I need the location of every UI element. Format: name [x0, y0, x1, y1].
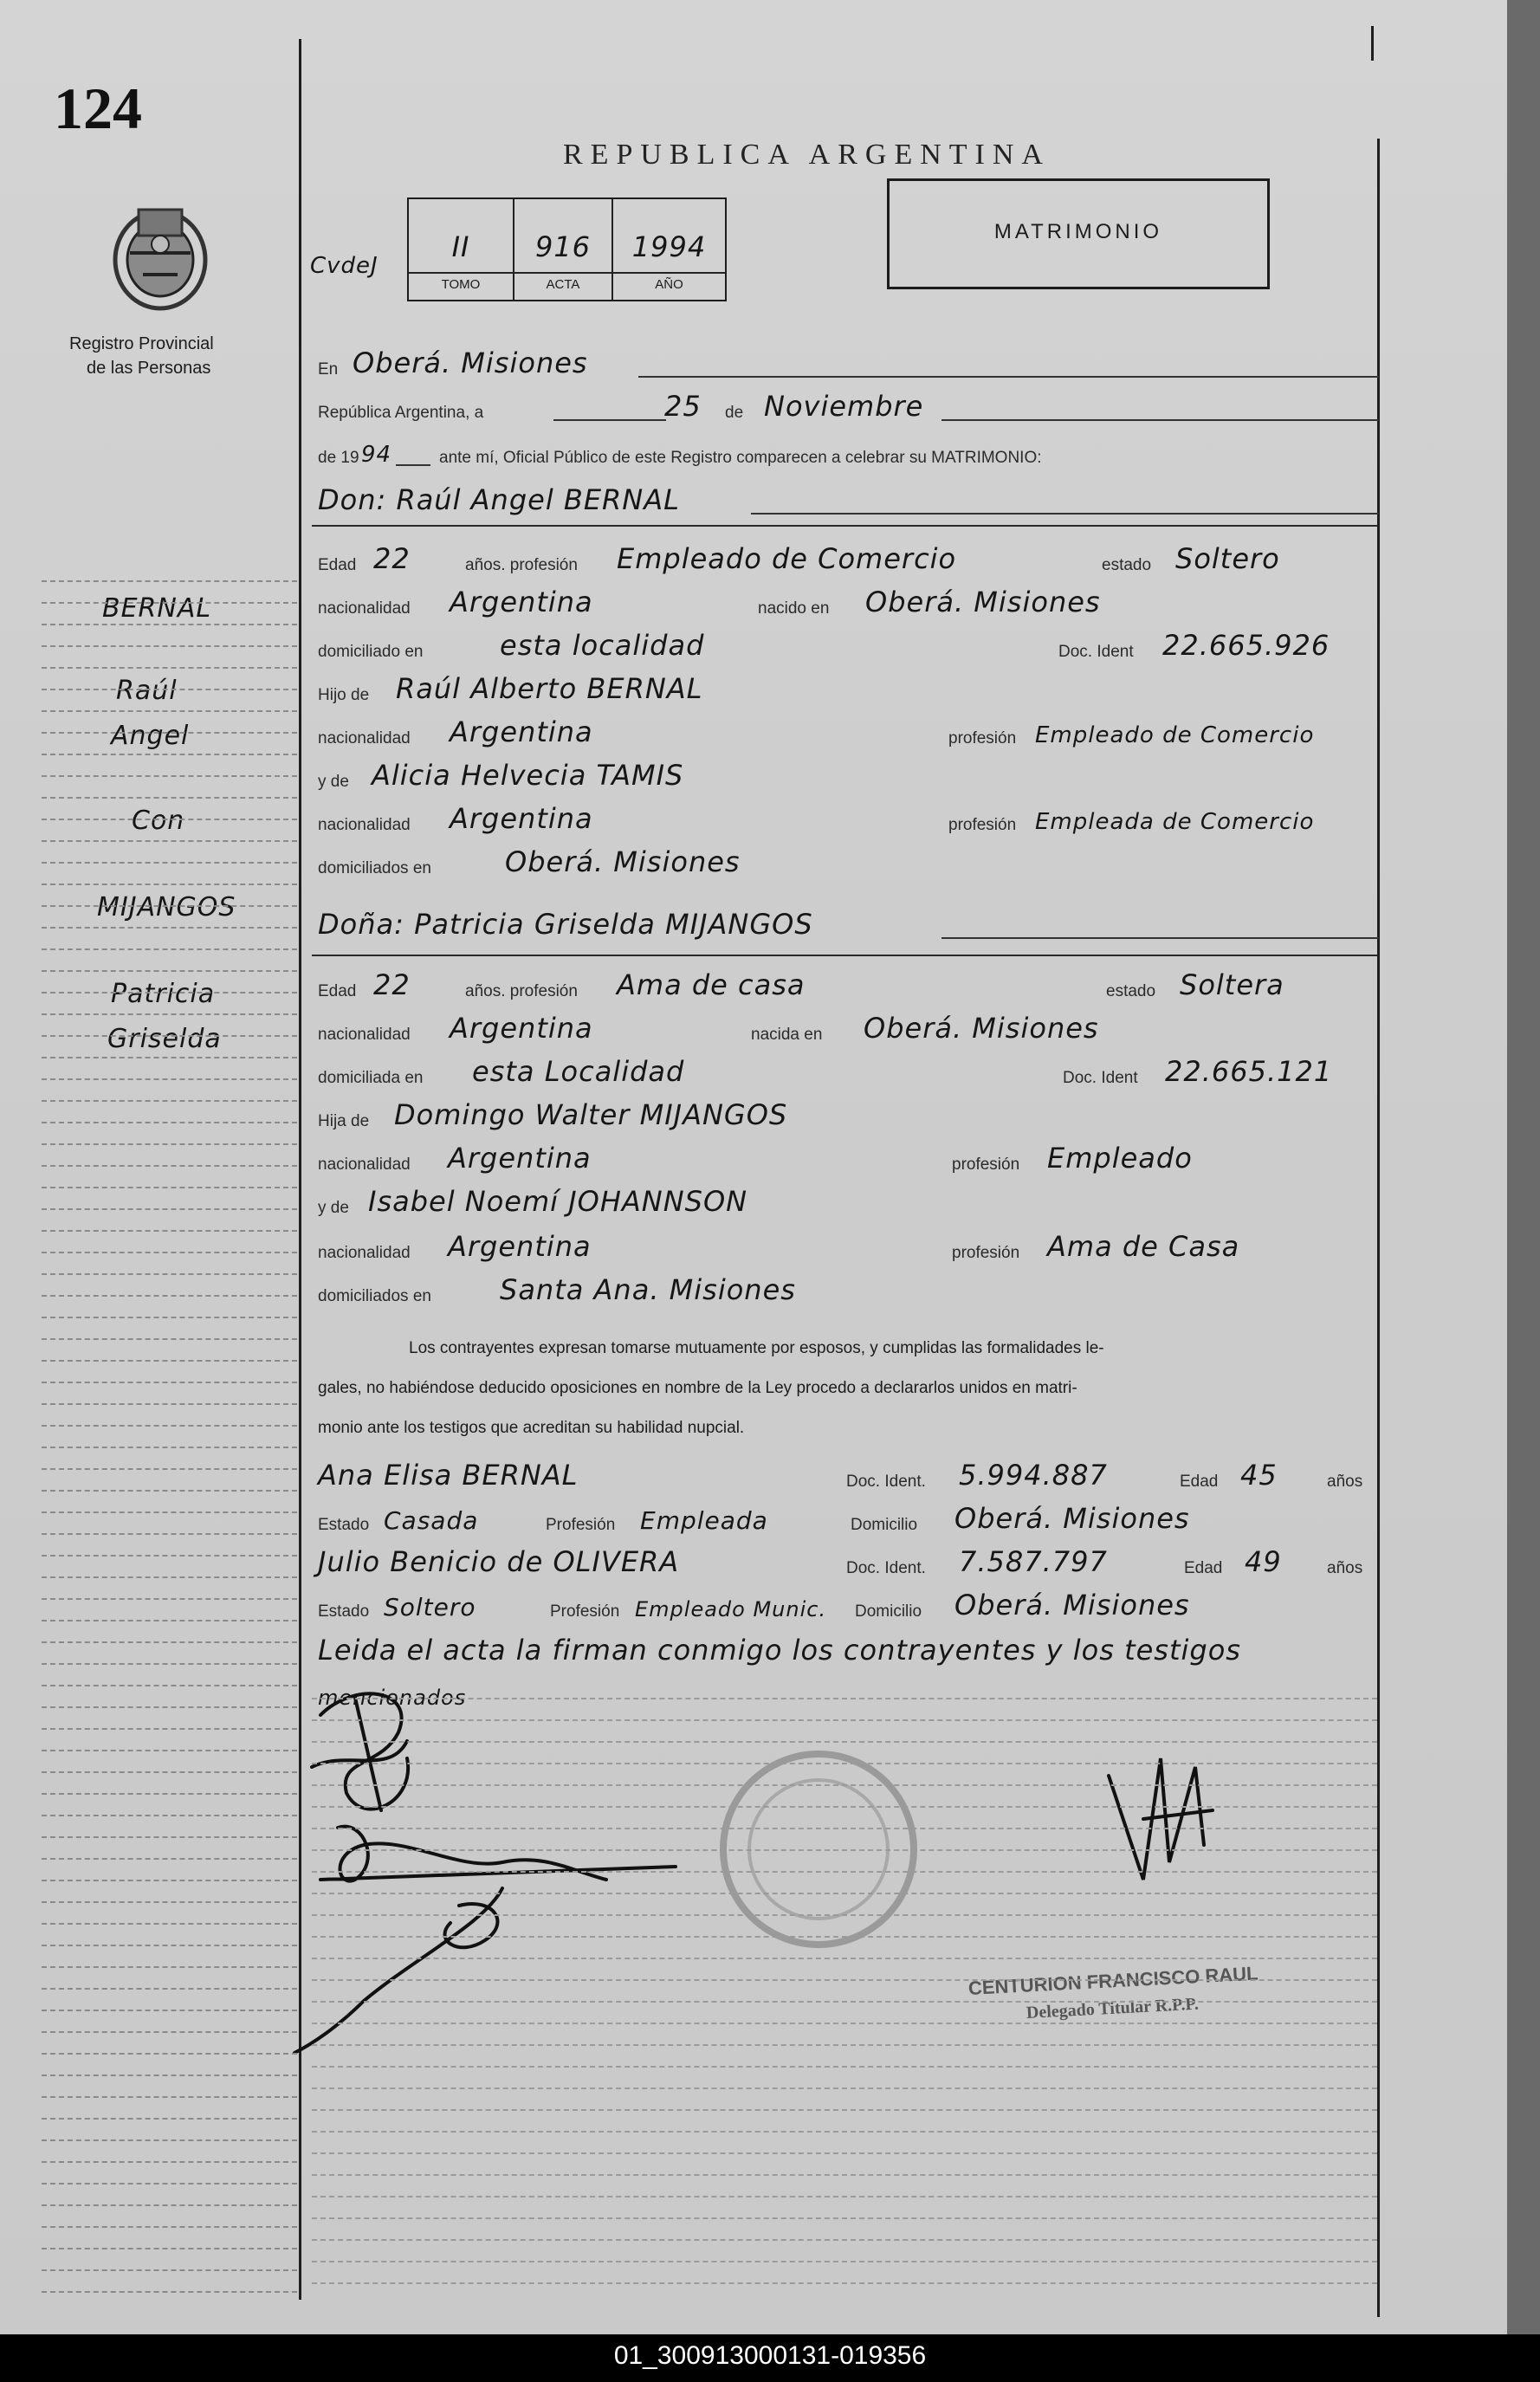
- margin-name: MIJANGOS: [97, 892, 236, 922]
- margin-rule: [42, 970, 297, 972]
- declaration-line: gales, no habiéndose deducido oposiciones en nombre de la Ley procedo a declararlos unidos en matri-: [318, 1379, 1077, 1397]
- declaration-text: [318, 1329, 1375, 1448]
- ceremony-day: 25: [664, 390, 702, 423]
- margin-rule: [42, 2075, 297, 2076]
- margin-rule: [42, 840, 297, 842]
- margin-rule: [42, 2269, 297, 2271]
- margin-name: Griselda: [107, 1024, 222, 1054]
- nacionalidad-label: nacionalidad: [318, 1155, 411, 1174]
- nacida-label: nacida en: [751, 1026, 823, 1044]
- groom-age-row: [318, 535, 1379, 580]
- ano-label: AÑO: [655, 277, 683, 292]
- domicilio-label: Domicilio: [855, 1602, 922, 1621]
- republica-label: República Argentina, a: [318, 404, 484, 422]
- anos-label: años. profesión: [465, 556, 578, 574]
- groom-mother-nationality: Argentina: [450, 802, 593, 835]
- ano-value: 1994: [631, 230, 707, 263]
- ceremony-place: Oberá. Misiones: [353, 346, 588, 379]
- groom-mother-nat-row: [318, 795, 1379, 840]
- signature-rule: [312, 1958, 1377, 1959]
- groom-father-profession: Empleado de Comercio: [1035, 722, 1315, 748]
- margin-name: Patricia: [111, 979, 216, 1009]
- margin-rule: [42, 2291, 297, 2293]
- witness-doc: 7.587.797: [959, 1545, 1108, 1578]
- domiciliados-label: domiciliados en: [318, 1287, 431, 1305]
- margin-rule: [42, 1143, 297, 1145]
- groom-domicile: esta localidad: [500, 629, 705, 662]
- signature-rule: [312, 1698, 1377, 1699]
- groom-father-row: [318, 665, 1379, 710]
- signature-rule: [312, 2066, 1377, 2068]
- margin-name: Raúl: [116, 676, 178, 706]
- intro-place-row: [318, 340, 1379, 385]
- groom-name-row: [318, 476, 1379, 521]
- signature-rule: [312, 2282, 1377, 2284]
- margin-rule: [42, 819, 297, 820]
- groom-mother: Alicia Helvecia TAMIS: [372, 759, 684, 792]
- witness-2-row: [318, 1538, 1379, 1583]
- year-suffix: 94: [361, 442, 392, 468]
- groom-nationality: Argentina: [450, 586, 593, 618]
- margin-rule: [42, 862, 297, 864]
- witness-1-details-row: [318, 1495, 1379, 1540]
- margin-rule: [42, 948, 297, 950]
- anos-label: años: [1327, 1559, 1363, 1577]
- groom-parents-domicile-row: [318, 838, 1379, 884]
- bride-birthplace: Oberá. Misiones: [864, 1012, 1099, 1045]
- groom-father-nat-row: [318, 709, 1379, 754]
- margin-rule: [42, 1252, 297, 1253]
- margin-rule: [42, 1836, 297, 1838]
- groom-doc: 22.665.926: [1162, 629, 1330, 662]
- signature-rule: [312, 2196, 1377, 2198]
- margin-rule: [42, 1641, 297, 1643]
- coat-of-arms-emblem: [104, 192, 217, 314]
- margin-rule: [42, 2010, 297, 2011]
- groom-age: 22: [373, 542, 411, 575]
- estado-label: Estado: [318, 1516, 370, 1534]
- page-number: 124: [54, 75, 142, 141]
- margin-rule: [42, 1685, 297, 1686]
- estado-label: Estado: [318, 1602, 370, 1621]
- bride-mother-nat-row: [318, 1223, 1379, 1268]
- margin-rule: [42, 1750, 297, 1751]
- witness-estado: Soltero: [384, 1593, 476, 1621]
- margin-rule: [42, 1425, 297, 1427]
- bride-parents-domicile-row: [318, 1266, 1379, 1311]
- margin-rule: [42, 2161, 297, 2163]
- court-code: CvdeJ: [310, 253, 379, 279]
- margin-rule: [42, 1620, 297, 1621]
- margin-rule: [42, 1057, 297, 1058]
- domiciliados-label: domiciliados en: [318, 859, 431, 877]
- bride-age: 22: [373, 968, 411, 1001]
- signature-rule: [312, 1936, 1377, 1938]
- bride-father-nationality: Argentina: [448, 1142, 592, 1175]
- margin-rule: [42, 1533, 297, 1535]
- edad-label: Edad: [318, 556, 357, 574]
- margin-rule: [42, 1382, 297, 1383]
- bride-doc: 22.665.121: [1165, 1055, 1333, 1088]
- groom-estado: Soltero: [1175, 542, 1280, 575]
- estado-label: estado: [1106, 982, 1156, 1000]
- profesion-label: profesión: [952, 1155, 1020, 1174]
- country-title: REPUBLICA ARGENTINA: [563, 139, 1051, 171]
- bride-mother-profession: Ama de Casa: [1047, 1230, 1240, 1263]
- registry-line-2: de las Personas: [87, 359, 211, 378]
- profesion-label: Profesión: [550, 1602, 620, 1621]
- doc-label: Doc. Ident.: [846, 1559, 926, 1577]
- bride-father-profession: Empleado: [1047, 1142, 1193, 1175]
- margin-rule: [42, 1793, 297, 1795]
- margin-rule: [42, 1360, 297, 1362]
- bride-profession: Ama de casa: [617, 968, 806, 1001]
- signature-rule: [312, 2131, 1377, 2133]
- witness-age: 45: [1240, 1459, 1278, 1492]
- signature-rule: [312, 1849, 1377, 1851]
- groom-parents-domicile: Oberá. Misiones: [505, 845, 741, 878]
- groom-father-nationality: Argentina: [450, 715, 593, 748]
- margin-rule: [42, 580, 297, 582]
- margin-rule: [42, 2139, 297, 2141]
- witness-profession: Empleado Munic.: [635, 1597, 827, 1621]
- margin-rule: [42, 1555, 297, 1557]
- edad-label: Edad: [1180, 1473, 1219, 1491]
- nacido-label: nacido en: [758, 599, 830, 618]
- signature-rule: [312, 1914, 1377, 1916]
- year-prefix: de 19: [318, 449, 359, 467]
- closing-line: mencionados: [318, 1686, 467, 1710]
- page-edge: [1507, 0, 1540, 2334]
- witness-name: Ana Elisa BERNAL: [318, 1459, 579, 1492]
- margin-rule: [42, 1901, 297, 1903]
- margin-rule: [42, 754, 297, 755]
- margin-rule: [42, 1078, 297, 1080]
- official-title: Delegado Titular R.P.P.: [1026, 1994, 1200, 2023]
- profesion-label: profesión: [948, 729, 1017, 748]
- tomo-acta-ano-table: [407, 197, 727, 301]
- bride-mother-row: [318, 1178, 1379, 1223]
- margin-rule: [42, 645, 297, 647]
- official-name: CENTURION FRANCISCO RAUL: [967, 1962, 1259, 1999]
- margin-rule: [42, 1165, 297, 1167]
- tomo-label: TOMO: [441, 277, 481, 292]
- margin-rule: [42, 1447, 297, 1448]
- margin-rule: [42, 2226, 297, 2228]
- nacionalidad-label: nacionalidad: [318, 1026, 411, 1044]
- margin-rule: [42, 2248, 297, 2249]
- declaration-line: monio ante los testigos que acreditan su habilidad nupcial.: [318, 1419, 745, 1437]
- signature-rule: [312, 1893, 1377, 1894]
- ceremony-month: Noviembre: [764, 390, 924, 423]
- margin-rule: [42, 1988, 297, 1990]
- signature-rule: [312, 1741, 1377, 1743]
- margin-rule: [42, 1945, 297, 1946]
- margin-rule: [42, 775, 297, 777]
- domiciliada-label: domiciliada en: [318, 1069, 424, 1087]
- margin-rule: [42, 1880, 297, 1881]
- margin-rule: [42, 1576, 297, 1578]
- acta-label: ACTA: [546, 277, 580, 292]
- margin-rule: [42, 1663, 297, 1665]
- margin-rule: [42, 732, 297, 734]
- margin-rule: [42, 2183, 297, 2185]
- margin-rule: [42, 1187, 297, 1188]
- bride-mother: Isabel Noemí JOHANNSON: [368, 1185, 748, 1218]
- signature-rule: [312, 2023, 1377, 2024]
- estado-label: estado: [1102, 556, 1152, 574]
- section-divider: [312, 955, 1377, 956]
- hijo-label: Hijo de: [318, 686, 370, 704]
- witness-1-row: [318, 1452, 1379, 1497]
- profesion-label: profesión: [948, 816, 1017, 834]
- signature-rule: [312, 2239, 1377, 2241]
- margin-rule: [42, 1728, 297, 1730]
- signature-rule: [312, 2109, 1377, 2111]
- nacionalidad-label: nacionalidad: [318, 729, 411, 748]
- margin-name: BERNAL: [102, 593, 212, 624]
- matrimonio-box: [887, 178, 1270, 289]
- doc-label: Doc. Ident.: [846, 1473, 926, 1491]
- margin-rule: [42, 1815, 297, 1816]
- bride-mother-nationality: Argentina: [448, 1230, 592, 1263]
- profesion-label: Profesión: [546, 1516, 616, 1534]
- bride-nationality: Argentina: [450, 1012, 593, 1045]
- bride-father-row: [318, 1091, 1379, 1136]
- margin-rule: [42, 1208, 297, 1210]
- nacionalidad-label: nacionalidad: [318, 816, 411, 834]
- witness-2-details-row: [318, 1582, 1379, 1627]
- margin-rule: [42, 884, 297, 885]
- margin-rule: [42, 1273, 297, 1275]
- margin-rule: [42, 1771, 297, 1773]
- margin-rule: [42, 2204, 297, 2206]
- signature-rule: [312, 2087, 1377, 2089]
- groom-nationality-row: [318, 579, 1379, 624]
- margin-rule: [42, 1598, 297, 1600]
- signature-rule: [312, 1871, 1377, 1873]
- signature-rule: [312, 2001, 1377, 2003]
- groom-birthplace: Oberá. Misiones: [865, 586, 1101, 618]
- signature-rule: [312, 1763, 1377, 1764]
- bride-domicile-row: [318, 1048, 1379, 1093]
- signature-rule: [312, 1719, 1377, 1721]
- nacionalidad-label: nacionalidad: [318, 599, 411, 618]
- margin-rule: [42, 1490, 297, 1492]
- bride-name-row: [318, 901, 1379, 946]
- signature-rule: [312, 1979, 1377, 1981]
- signature-rule: [312, 2261, 1377, 2262]
- margin-name: Con: [132, 806, 185, 836]
- witness-estado: Casada: [384, 1506, 479, 1535]
- registry-line-1: Registro Provincial: [69, 334, 214, 353]
- margin-rule: [42, 2096, 297, 2098]
- margin-rule: [42, 1122, 297, 1123]
- footer-bar: [0, 2334, 1540, 2382]
- margin-name: Angel: [111, 721, 190, 751]
- margin-rule: [42, 1966, 297, 1968]
- witness-name: Julio Benicio de OLIVERA: [318, 1545, 680, 1578]
- groom-mother-row: [318, 752, 1379, 797]
- acta-value: 916: [534, 230, 592, 263]
- closing-line: Leida el acta la firman conmigo los contrayentes y los testigos: [318, 1634, 1241, 1667]
- margin-rule: [42, 2118, 297, 2120]
- anos-label: años: [1327, 1473, 1363, 1491]
- margin-rule: [42, 1317, 297, 1318]
- en-label: En: [318, 360, 339, 379]
- margin-rule: [42, 1706, 297, 1708]
- top-right-tick: [1371, 26, 1374, 61]
- bride-age-row: [318, 961, 1379, 1007]
- witness-domicile: Oberá. Misiones: [954, 1502, 1190, 1535]
- margin-rule: [42, 1338, 297, 1340]
- anos-label: años. profesión: [465, 982, 578, 1000]
- bride-nationality-row: [318, 1005, 1379, 1050]
- signature-rule: [312, 1828, 1377, 1829]
- tomo-value: II: [451, 230, 470, 263]
- signature-rule: [312, 1806, 1377, 1808]
- domiciliado-label: domiciliado en: [318, 643, 424, 661]
- bride-estado: Soltera: [1180, 968, 1284, 1001]
- margin-rule: [42, 927, 297, 929]
- margin-rule: [42, 1100, 297, 1102]
- margin-rule: [42, 1230, 297, 1232]
- margin-rule: [42, 2031, 297, 2033]
- doc-label: Doc. Ident: [1058, 643, 1134, 661]
- witness-profession: Empleada: [640, 1506, 768, 1535]
- margin-rule: [42, 624, 297, 625]
- doc-label: Doc. Ident: [1063, 1069, 1138, 1087]
- witness-domicile: Oberá. Misiones: [954, 1589, 1190, 1621]
- groom-profession: Empleado de Comercio: [617, 542, 957, 575]
- declaration-line: Los contrayentes expresan tomarse mutuamente por esposos, y cumplidas las formalidades le-: [409, 1339, 1104, 1357]
- edad-label: Edad: [1184, 1559, 1223, 1577]
- witness-doc: 5.994.887: [959, 1459, 1108, 1492]
- signature-rule: [312, 2044, 1377, 2046]
- bride-father: Domingo Walter MIJANGOS: [394, 1098, 788, 1131]
- margin-rule: [42, 1923, 297, 1925]
- margin-rule: [42, 1858, 297, 1860]
- y-de-label: y de: [318, 1199, 349, 1217]
- signature-rule: [312, 2152, 1377, 2154]
- section-divider: [312, 525, 1377, 527]
- margin-rule: [42, 797, 297, 799]
- nacionalidad-label: nacionalidad: [318, 1244, 411, 1262]
- bride-domicile: esta Localidad: [472, 1055, 685, 1088]
- margin-rule: [42, 710, 297, 712]
- bride-father-nat-row: [318, 1135, 1379, 1180]
- groom-domicile-row: [318, 622, 1379, 667]
- groom-father: Raúl Alberto BERNAL: [396, 672, 703, 705]
- margin-rule: [42, 1013, 297, 1015]
- margin-rule: [42, 992, 297, 994]
- bride-parents-domicile: Santa Ana. Misiones: [500, 1273, 796, 1306]
- intro-date-row: [318, 383, 1379, 428]
- margin-rule: [42, 1295, 297, 1297]
- y-de-label: y de: [318, 773, 349, 791]
- margin-rule: [42, 2053, 297, 2055]
- groom-name: Don: Raúl Angel BERNAL: [318, 483, 680, 516]
- hija-label: Hija de: [318, 1112, 370, 1130]
- margin-rule: [42, 1403, 297, 1405]
- margin-rule: [42, 905, 297, 907]
- signature-rule: [312, 2217, 1377, 2219]
- margin-rule: [42, 1035, 297, 1037]
- margin-rule: [42, 689, 297, 690]
- witness-age: 49: [1245, 1545, 1282, 1578]
- domicilio-label: Domicilio: [851, 1516, 918, 1534]
- bride-name: Doña: Patricia Griselda MIJANGOS: [318, 908, 813, 941]
- groom-mother-profession: Empleada de Comercio: [1035, 809, 1315, 835]
- margin-rule: [42, 1468, 297, 1470]
- margin-rule: [42, 1511, 297, 1513]
- footer-id: 01_300913000131-019356: [613, 2341, 927, 2370]
- signature-rule: [312, 1784, 1377, 1786]
- intro-statement-row: [318, 428, 1379, 473]
- margin-rule: [42, 602, 297, 604]
- margin-rule: [42, 667, 297, 669]
- record-type: MATRIMONIO: [993, 220, 1163, 243]
- de-label: de: [725, 404, 744, 422]
- signature-rule: [312, 2174, 1377, 2176]
- edad-label: Edad: [318, 982, 357, 1000]
- profesion-label: profesión: [952, 1244, 1020, 1262]
- intro-statement: ante mí, Oficial Público de este Registro comparecen a celebrar su MATRIMONIO:: [439, 449, 1042, 467]
